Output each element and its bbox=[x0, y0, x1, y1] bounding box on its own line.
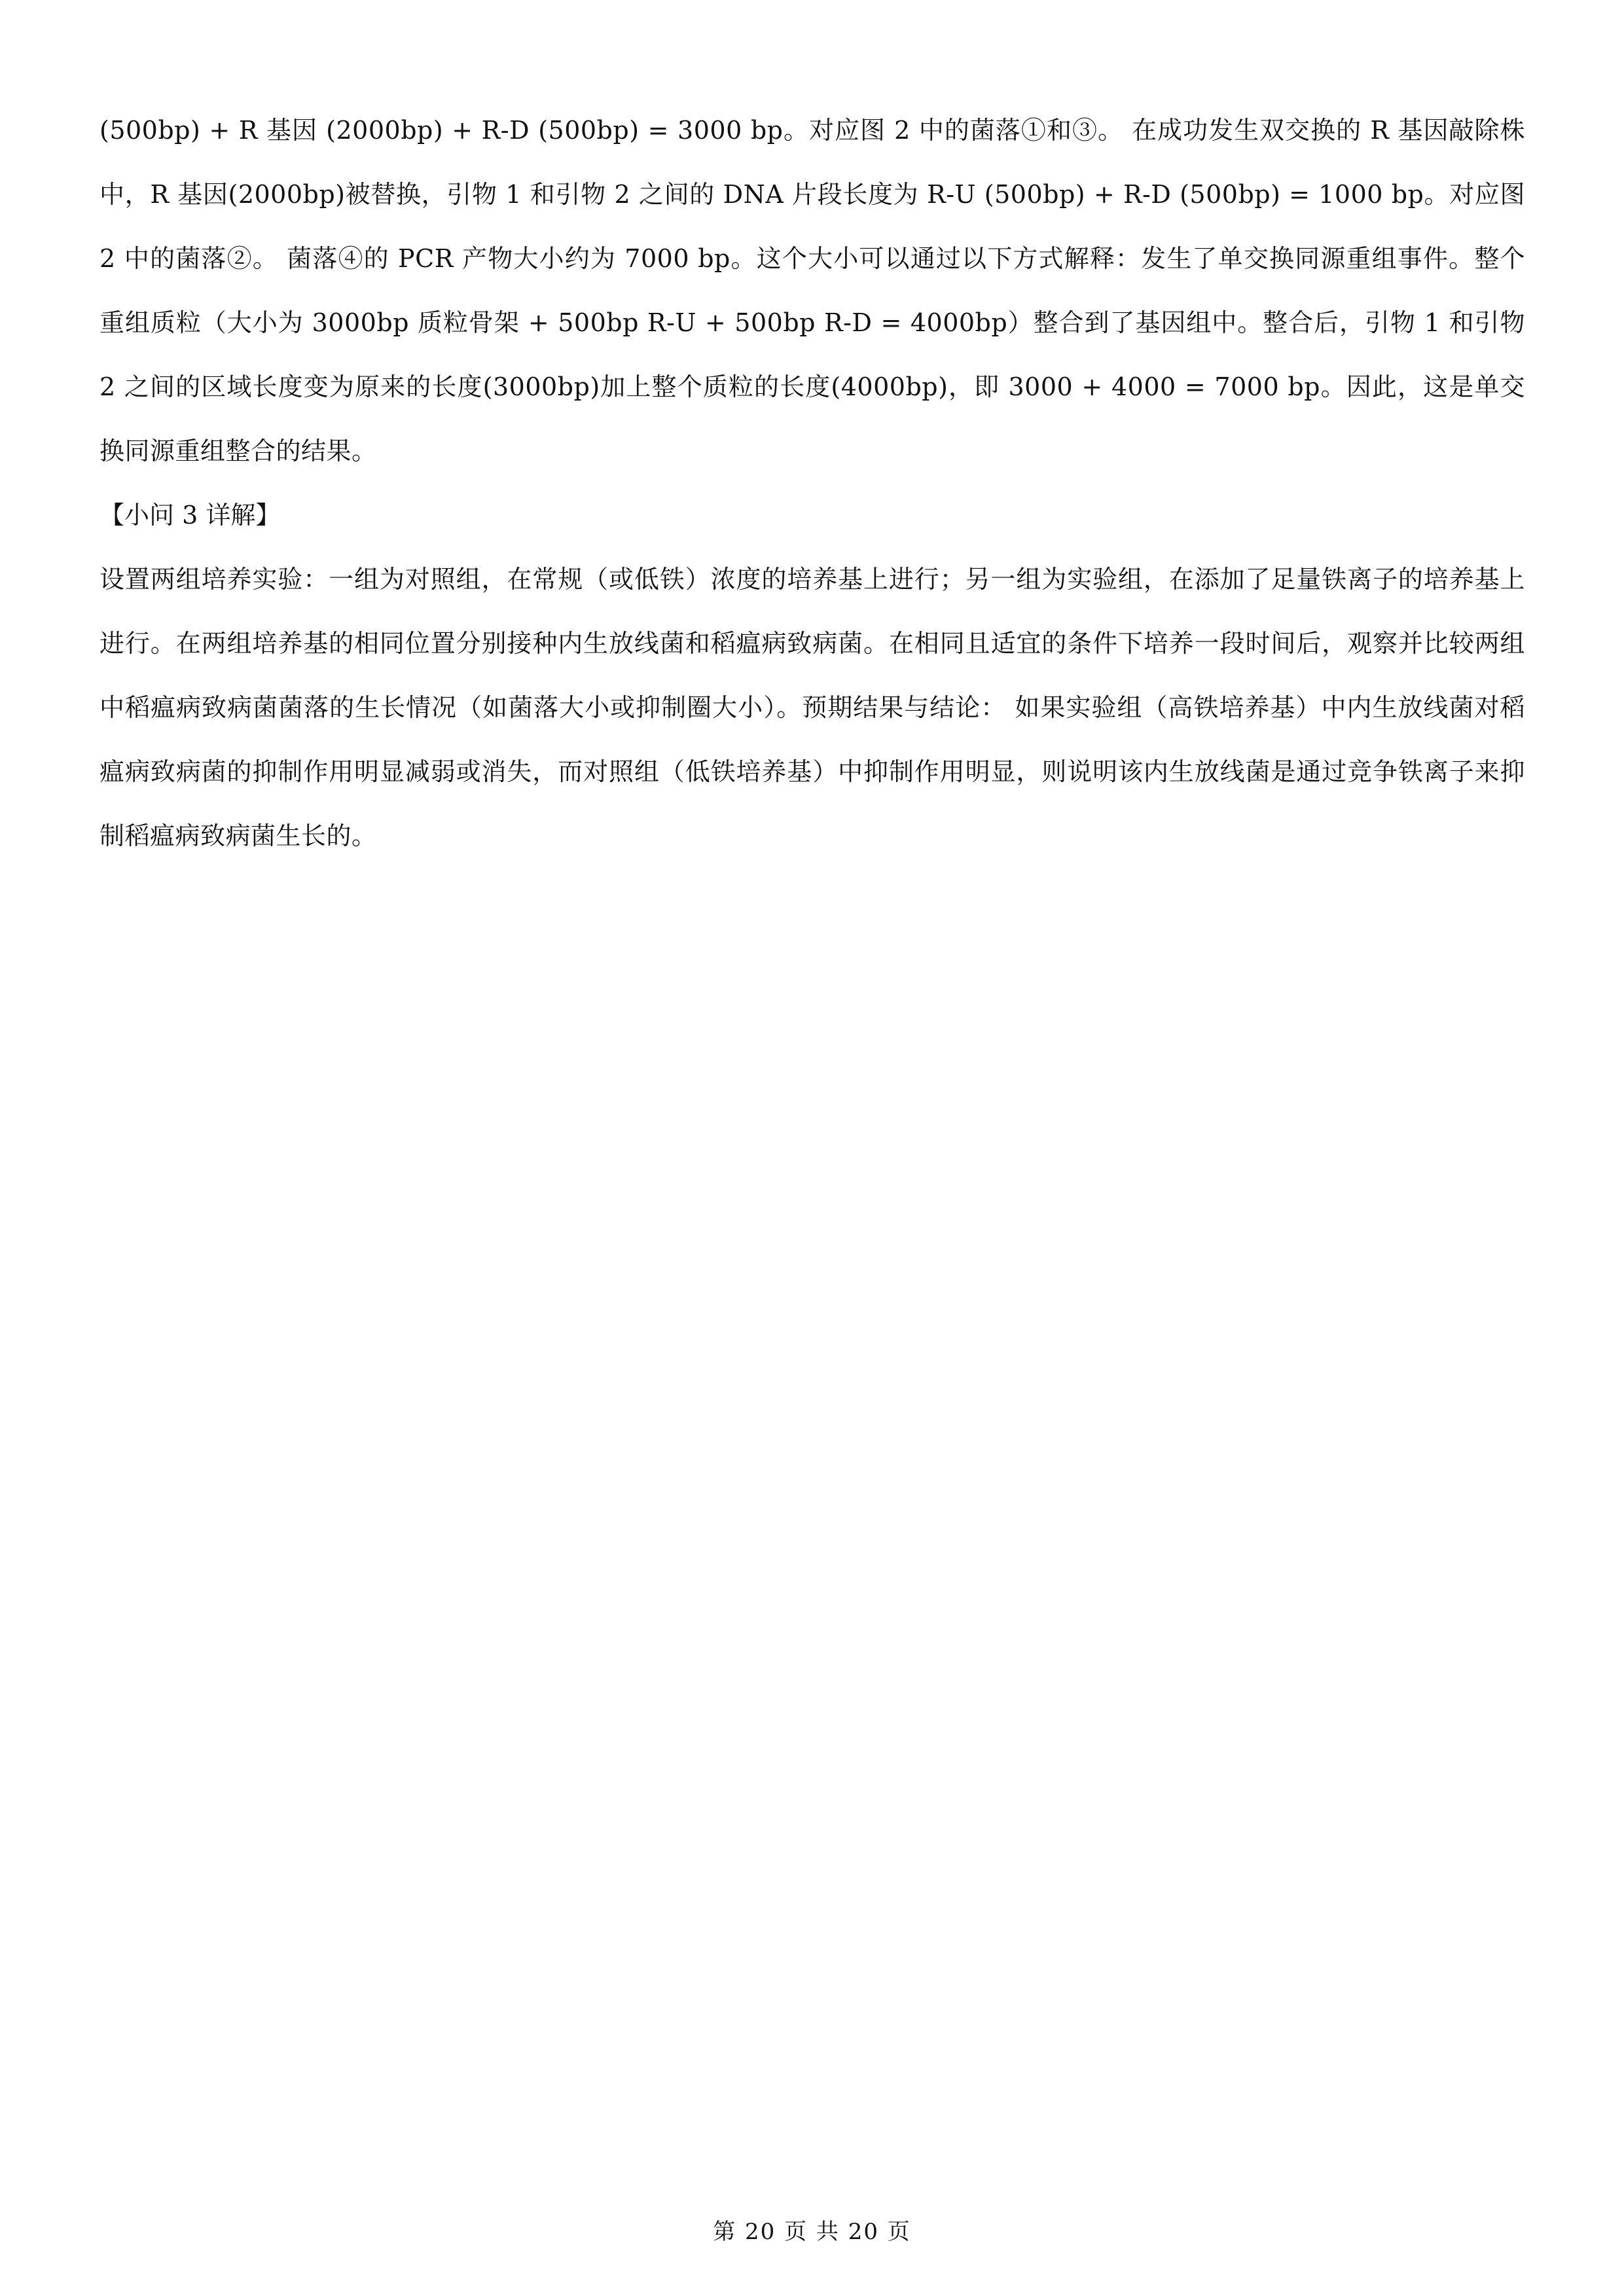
answer-paragraph-pcr: (500bp) + R 基因 (2000bp) + R-D (500bp) = 3000 bp。对应图 2 中的菌落①和③。 在成功发生双交换的 R 基因敲除株中，R 基因(2000bp)被替换，引物 1 和引物 2 之间的 DNA 片段长度为 R-U (500bp) + R-D (500bp) = 1000 bp。对应图 2 中的菌落②。 菌落④的 PCR 产物大小约为 7000 bp。这个大小可以通过以下方式解释：发生了单交换同源重组事件。整个重组质粒（大小为 3000bp 质粒骨架 + 500bp R-U + 500bp R-D = 4000bp）整合到了基因组中。整合后，引物 1 和引物 2 之间的区域长度变为原来的长度(3000bp)加上整个质粒的长度(4000bp)，即 3000 + 4000 = 7000 bp。因此，这是单交换同源重组整合的结果。 bbox=[99, 116, 1525, 465]
page-footer: 第 20 页 共 20 页 bbox=[713, 2219, 911, 2245]
section-heading-question-3: 【小问 3 详解】 bbox=[99, 501, 281, 529]
answer-paragraph-experiment: 设置两组培养实验：一组为对照组，在常规（或低铁）浓度的培养基上进行；另一组为实验组，在添加了足量铁离子的培养基上进行。在两组培养基的相同位置分别接种内生放线菌和稻瘟病致病菌。在相同且适宜的条件下培养一段时间后，观察并比较两组中稻瘟病致病菌菌落的生长情况（如菌落大小或抑制圈大小）。预期结果与结论： 如果实验组（高铁培养基）中内生放线菌对稻瘟病致病菌的抑制作用明显减弱或消失，而对照组（低铁培养基）中抑制作用明显，则说明该内生放线菌是通过竞争铁离子来抑制稻瘟病致病菌生长的。 bbox=[99, 565, 1525, 850]
document-body bbox=[99, 98, 1525, 868]
